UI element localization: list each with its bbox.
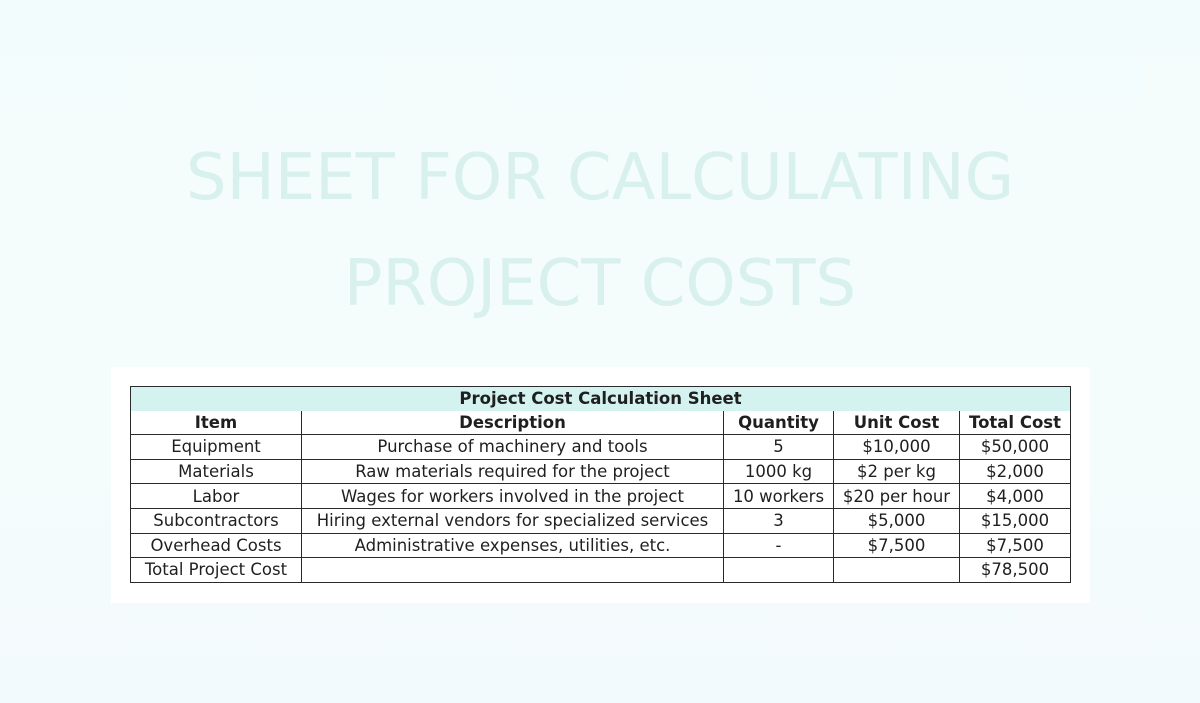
cell-quantity: 5 xyxy=(724,435,834,460)
cell-unit-cost: $5,000 xyxy=(834,508,960,533)
cell-quantity: - xyxy=(724,533,834,558)
cell-description: Raw materials required for the project xyxy=(302,459,724,484)
caption-row xyxy=(131,387,1071,411)
cell-total-cost: $15,000 xyxy=(960,508,1071,533)
header-item: Item xyxy=(131,411,302,435)
page-title-line-1: SHEET FOR CALCULATING xyxy=(185,141,1015,215)
cell-unit-cost: $7,500 xyxy=(834,533,960,558)
cell-description: Administrative expenses, utilities, etc. xyxy=(302,533,724,558)
cell-item: Overhead Costs xyxy=(131,533,302,558)
total-empty-description xyxy=(302,558,724,583)
table-row xyxy=(131,459,1071,484)
cell-quantity: 3 xyxy=(724,508,834,533)
cell-description: Purchase of machinery and tools xyxy=(302,435,724,460)
cell-item: Equipment xyxy=(131,435,302,460)
cell-description: Wages for workers involved in the project xyxy=(302,484,724,509)
total-row xyxy=(131,558,1071,583)
cell-total-cost: $50,000 xyxy=(960,435,1071,460)
cell-unit-cost: $2 per kg xyxy=(834,459,960,484)
header-total-cost: Total Cost xyxy=(960,411,1071,435)
table-caption: Project Cost Calculation Sheet xyxy=(131,387,1071,411)
total-empty-quantity xyxy=(724,558,834,583)
sheet-card xyxy=(111,367,1090,603)
cost-table xyxy=(130,386,1071,583)
cell-quantity: 10 workers xyxy=(724,484,834,509)
cell-item: Labor xyxy=(131,484,302,509)
total-value: $78,500 xyxy=(960,558,1071,583)
table-row xyxy=(131,484,1071,509)
cell-item: Subcontractors xyxy=(131,508,302,533)
cell-total-cost: $4,000 xyxy=(960,484,1071,509)
cell-total-cost: $7,500 xyxy=(960,533,1071,558)
cell-quantity: 1000 kg xyxy=(724,459,834,484)
cell-description: Hiring external vendors for specialized services xyxy=(302,508,724,533)
header-row xyxy=(131,411,1071,435)
cell-unit-cost: $20 per hour xyxy=(834,484,960,509)
table-row xyxy=(131,508,1071,533)
cell-item: Materials xyxy=(131,459,302,484)
page-title xyxy=(0,125,1200,337)
header-unit-cost: Unit Cost xyxy=(834,411,960,435)
cell-total-cost: $2,000 xyxy=(960,459,1071,484)
table-row xyxy=(131,533,1071,558)
page-title-line-2: PROJECT COSTS xyxy=(343,247,857,321)
header-description: Description xyxy=(302,411,724,435)
total-empty-unit-cost xyxy=(834,558,960,583)
total-label: Total Project Cost xyxy=(131,558,302,583)
table-row xyxy=(131,435,1071,460)
header-quantity: Quantity xyxy=(724,411,834,435)
cell-unit-cost: $10,000 xyxy=(834,435,960,460)
